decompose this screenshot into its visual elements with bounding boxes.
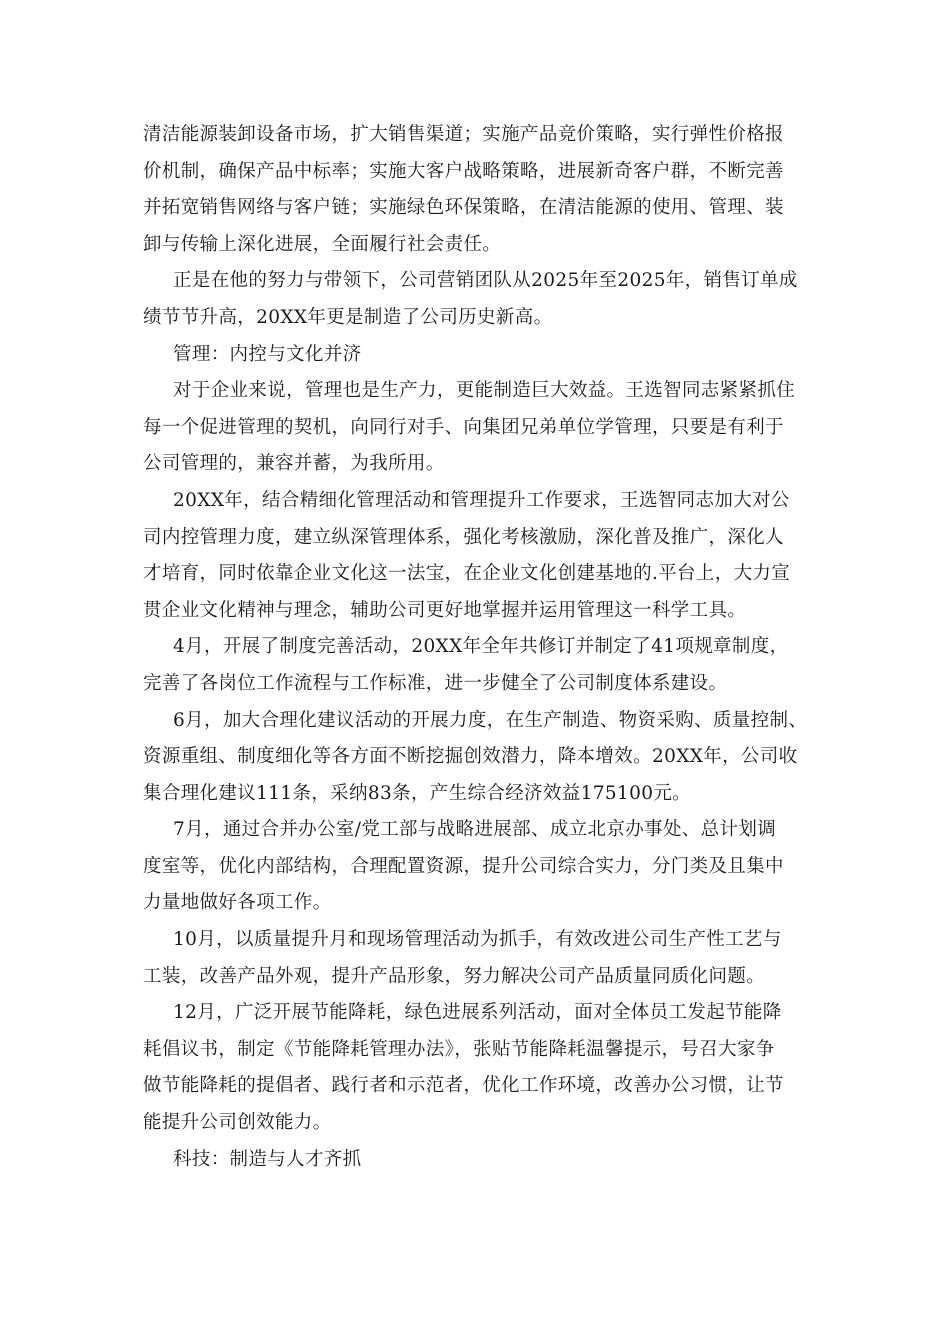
text-line: 卸与传输上深化进展，全面履行社会责任。 bbox=[143, 233, 502, 255]
text-line: 每一个促进管理的契机，向同行对手、向集团兄弟单位学管理，只要是有利于 bbox=[143, 416, 784, 438]
paragraph-start-line: 20XX年，结合精细化管理活动和管理提升工作要求，王选智同志加大对公 bbox=[173, 489, 790, 511]
text-line: 才培育，同时依靠企业文化这一法宝，在企业文化创建基地的.平台上，大力宣 bbox=[143, 563, 791, 585]
text-line: 耗倡议书，制定《节能降耗管理办法》，张贴节能降耗温馨提示，号召大家争 bbox=[143, 1038, 775, 1060]
section-heading-management: 管理：内控与文化并济 bbox=[173, 343, 362, 365]
text-line: 贯企业文化精神与理念，辅助公司更好地掌握并运用管理这一科学工具。 bbox=[143, 599, 747, 621]
paragraph-start-line: 对于企业来说，管理也是生产力，更能制造巨大效益。王选智同志紧紧抓住 bbox=[173, 380, 796, 402]
text-line: 并拓宽销售网络与客户链；实施绿色环保策略，在清洁能源的使用、管理、装 bbox=[143, 197, 784, 219]
text-line: 司内控管理力度，建立纵深管理体系，强化考核激励，深化普及推广，深化人 bbox=[143, 526, 784, 548]
paragraph-start-line: 10月，以质量提升月和现场管理活动为抓手，有效改进公司生产性工艺与 bbox=[173, 929, 782, 951]
text-line: 做节能降耗的提倡者、践行者和示范者，优化工作环境，改善办公习惯，让节 bbox=[143, 1075, 784, 1097]
text-line: 资源重组、制度细化等各方面不断挖掘创效潜力，降本增效。20XX年，公司收 bbox=[143, 746, 798, 768]
paragraph-start-line: 6月，加大合理化建议活动的开展力度，在生产制造、物资采购、质量控制、 bbox=[173, 709, 808, 731]
paragraph-start-line: 4月，开展了制度完善活动，20XX年全年共修订并制定了41项规章制度， bbox=[173, 636, 789, 658]
text-line: 工装，改善产品外观，提升产品形象，努力解决公司产品质量同质化问题。 bbox=[143, 965, 766, 987]
paragraph-start-line: 7月，通过合并办公室/党工部与战略进展部、成立北京办事处、总计划调 bbox=[173, 819, 777, 841]
paragraph-start-line: 正是在他的努力与带领下，公司营销团队从2025年至2025年，销售订单成 bbox=[173, 270, 798, 292]
text-line: 清洁能源装卸设备市场，扩大销售渠道；实施产品竞价策略，实行弹性价格报 bbox=[143, 124, 784, 145]
text-line: 能提升公司创效能力。 bbox=[143, 1112, 332, 1134]
text-line: 公司管理的，兼容并蓄，为我所用。 bbox=[143, 453, 445, 475]
text-line: 集合理化建议111条，采纳83条，产生综合经济效益175100元。 bbox=[143, 782, 692, 804]
text-line: 绩节节升高，20XX年更是制造了公司历史新高。 bbox=[143, 306, 553, 328]
text-line: 价机制，确保产品中标率；实施大客户战略策略，进展新奇客户群，不断完善 bbox=[143, 160, 784, 182]
document-body bbox=[143, 117, 813, 1178]
paragraph-start-line: 12月，广泛开展节能降耗，绿色进展系列活动，面对全体员工发起节能降 bbox=[173, 1002, 782, 1024]
text-line: 度室等，优化内部结构，合理配置资源，提升公司综合实力，分门类及且集中 bbox=[143, 855, 784, 877]
text-line: 完善了各岗位工作流程与工作标准，进一步健全了公司制度体系建设。 bbox=[143, 672, 728, 694]
section-heading-technology: 科技：制造与人才齐抓 bbox=[173, 1148, 362, 1170]
text-line: 力量地做好各项工作。 bbox=[143, 892, 332, 914]
